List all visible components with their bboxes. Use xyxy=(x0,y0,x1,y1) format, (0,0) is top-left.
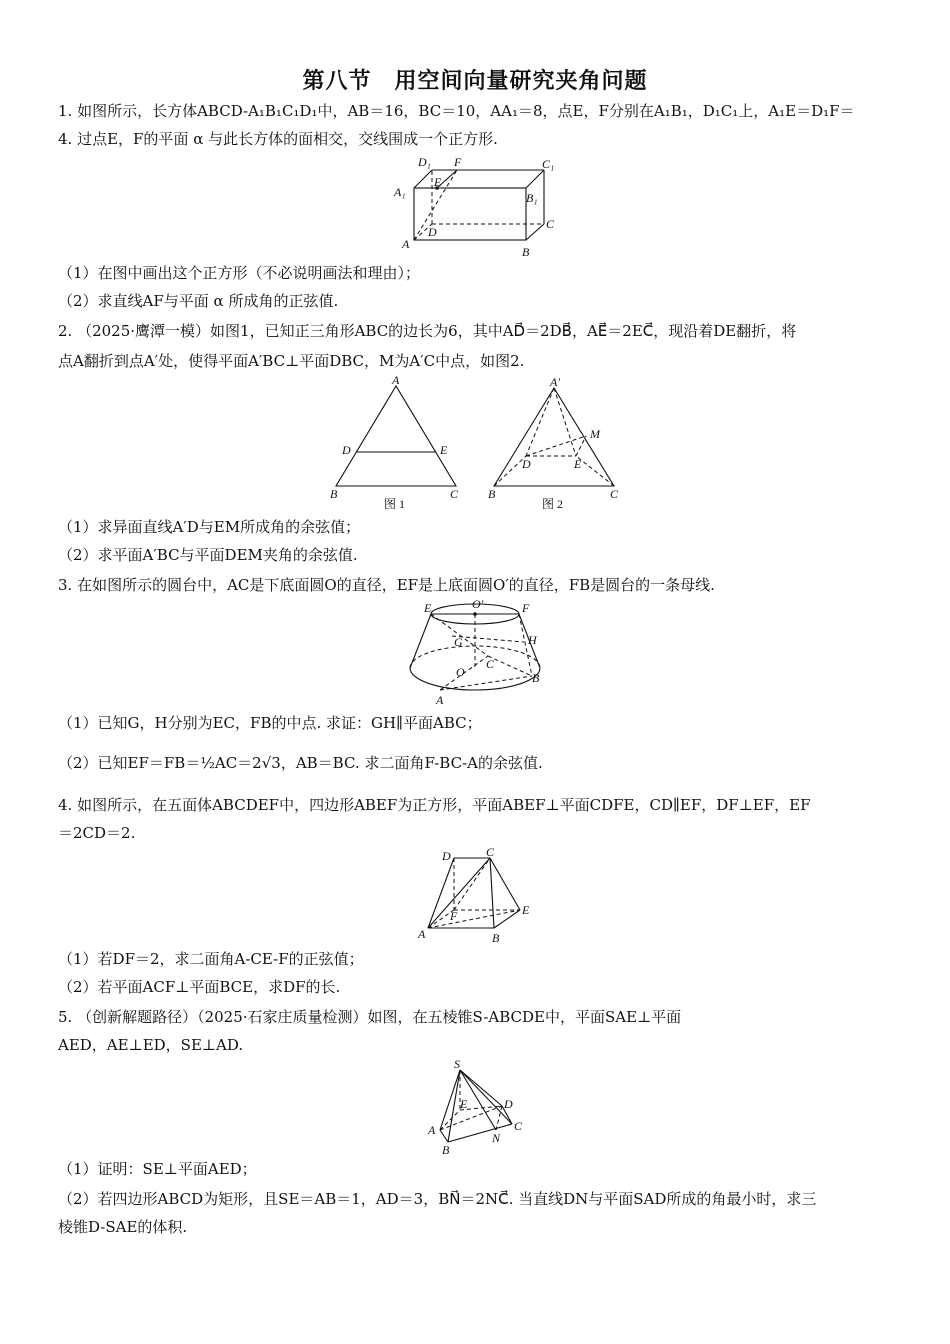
problem-2-line-1: 2. （2025·鹰潭一模）如图1，已知正三角形ABC的边长为6，其中AD⃗＝2DB⃗，AE⃗＝2EC⃗，现沿着DE翻折，将 xyxy=(58,322,797,340)
label-C: C xyxy=(486,657,495,671)
problem-1-q2: （2）求直线AF与平面 α 所成角的正弦值. xyxy=(58,292,339,310)
figure-pyramid xyxy=(424,1058,528,1156)
label-B: B xyxy=(442,1143,450,1156)
label-E: E xyxy=(574,457,582,471)
problem-4-line-2: ＝2CD＝2. xyxy=(58,824,136,842)
label-D: D xyxy=(442,849,451,863)
problem-1-line-1: 1. 如图所示，长方体ABCD-A₁B₁C₁D₁中，AB＝16，BC＝10，AA₁＝8，点E，F分别在A₁B₁，D₁C₁上，A₁E＝D₁F＝ xyxy=(58,102,855,120)
problem-2-line-2: 点A翻折到点A′处，使得平面A′BC⊥平面DBC，M为A′C中点，如图2. xyxy=(58,352,525,370)
figure-1-caption: 图 1 xyxy=(384,497,406,511)
label-B: B xyxy=(330,487,338,501)
label-A: A xyxy=(436,693,444,707)
problem-4-q2: （2）若平面ACF⊥平面BCE，求DF的长. xyxy=(58,978,341,996)
label-C: C xyxy=(546,217,555,231)
label-C: C xyxy=(450,487,459,501)
problem-1-line-2: 4. 过点E，F的平面 α 与此长方体的面相交，交线围成一个正方形. xyxy=(58,130,498,148)
label-D: D xyxy=(342,443,351,457)
label-E: E xyxy=(440,443,448,457)
problem-5-q2: （2）若四边形ABCD为矩形，且SE＝AB＝1，AD＝3，BN⃗＝2NC⃗. 当直线DN与平面SAD所成的角最小时，求三 xyxy=(58,1190,817,1208)
label-D1: D₁ xyxy=(418,156,431,169)
label-E: E xyxy=(424,601,432,615)
label-F: F xyxy=(454,156,462,169)
label-B1: B₁ xyxy=(526,191,538,205)
label-F: F xyxy=(450,909,458,923)
problem-4-line-1: 4. 如图所示，在五面体ABCDEF中，四边形ABEF为正方形，平面ABEF⊥平面CDFE，CD∥EF，DF⊥EF，EF xyxy=(58,796,811,814)
problem-4-q1: （1）若DF＝2，求二面角A-CE-F的正弦值； xyxy=(58,950,364,968)
label-A1: A₁ xyxy=(394,185,406,199)
label-B: B xyxy=(492,931,500,945)
label-C1: C₁ xyxy=(542,157,555,171)
label-S: S xyxy=(454,1058,460,1071)
figure-cuboid xyxy=(392,156,562,260)
figure-triangle-1 xyxy=(326,374,466,512)
problem-2-q2: （2）求平面A′BC与平面DEM夹角的余弦值. xyxy=(58,546,358,564)
label-C: C xyxy=(486,846,495,859)
figure-pentahedron xyxy=(414,846,540,946)
label-A: A xyxy=(392,374,400,387)
problem-1-q1: （1）在图中画出这个正方形（不必说明画法和理由）； xyxy=(58,264,421,282)
problem-5-line-1: 5. （创新解题路径）（2025·石家庄质量检测）如图，在五棱锥S-ABCDE中，平面SAE⊥平面 xyxy=(58,1008,682,1026)
problem-5-q2-cont: 棱锥D-SAE的体积. xyxy=(58,1218,188,1236)
label-N: N xyxy=(492,1131,501,1145)
label-C: C xyxy=(514,1119,523,1133)
page-title: 第八节 用空间向量研究夹角问题 xyxy=(302,69,648,94)
problem-2-q1: （1）求异面直线A′D与EM所成角的余弦值； xyxy=(58,518,361,536)
label-D: D xyxy=(522,457,531,471)
problem-5-line-2: AED，AE⊥ED，SE⊥AD. xyxy=(58,1036,244,1054)
label-E: E xyxy=(434,175,442,189)
label-D: D xyxy=(504,1097,513,1111)
problem-3-line-1: 3. 在如图所示的圆台中，AC是下底面圆O的直径，EF是上底面圆O′的直径，FB是圆台的一条母线. xyxy=(58,576,715,594)
label-A: A xyxy=(428,1123,436,1137)
problem-3-q2: （2）已知EF＝FB＝½AC＝2√3，AB＝BC. 求二面角F-BC-A的余弦值. xyxy=(58,754,543,772)
figure-triangle-2 xyxy=(484,374,634,512)
label-B: B xyxy=(522,245,530,259)
figure-2-caption: 图 2 xyxy=(542,497,564,511)
label-A-prime: A′ xyxy=(550,375,560,389)
problem-5-q1: （1）证明：SE⊥平面AED； xyxy=(58,1160,257,1178)
label-M: M xyxy=(590,427,600,441)
label-B: B xyxy=(532,671,540,685)
label-F: F xyxy=(522,601,530,615)
label-B: B xyxy=(488,487,496,501)
label-O-prime: O′ xyxy=(472,597,484,611)
figure-frustum xyxy=(400,596,550,708)
label-G: G xyxy=(454,635,463,649)
label-E: E xyxy=(522,903,530,917)
problem-3-q1: （1）已知G，H分别为EC，FB的中点. 求证：GH∥平面ABC； xyxy=(58,714,482,732)
label-H: H xyxy=(528,633,537,647)
label-A: A xyxy=(418,927,426,941)
label-D: D xyxy=(428,225,437,239)
label-O: O xyxy=(456,665,465,679)
label-C: C xyxy=(610,487,619,501)
label-E: E xyxy=(460,1097,468,1111)
label-A: A xyxy=(402,237,410,251)
